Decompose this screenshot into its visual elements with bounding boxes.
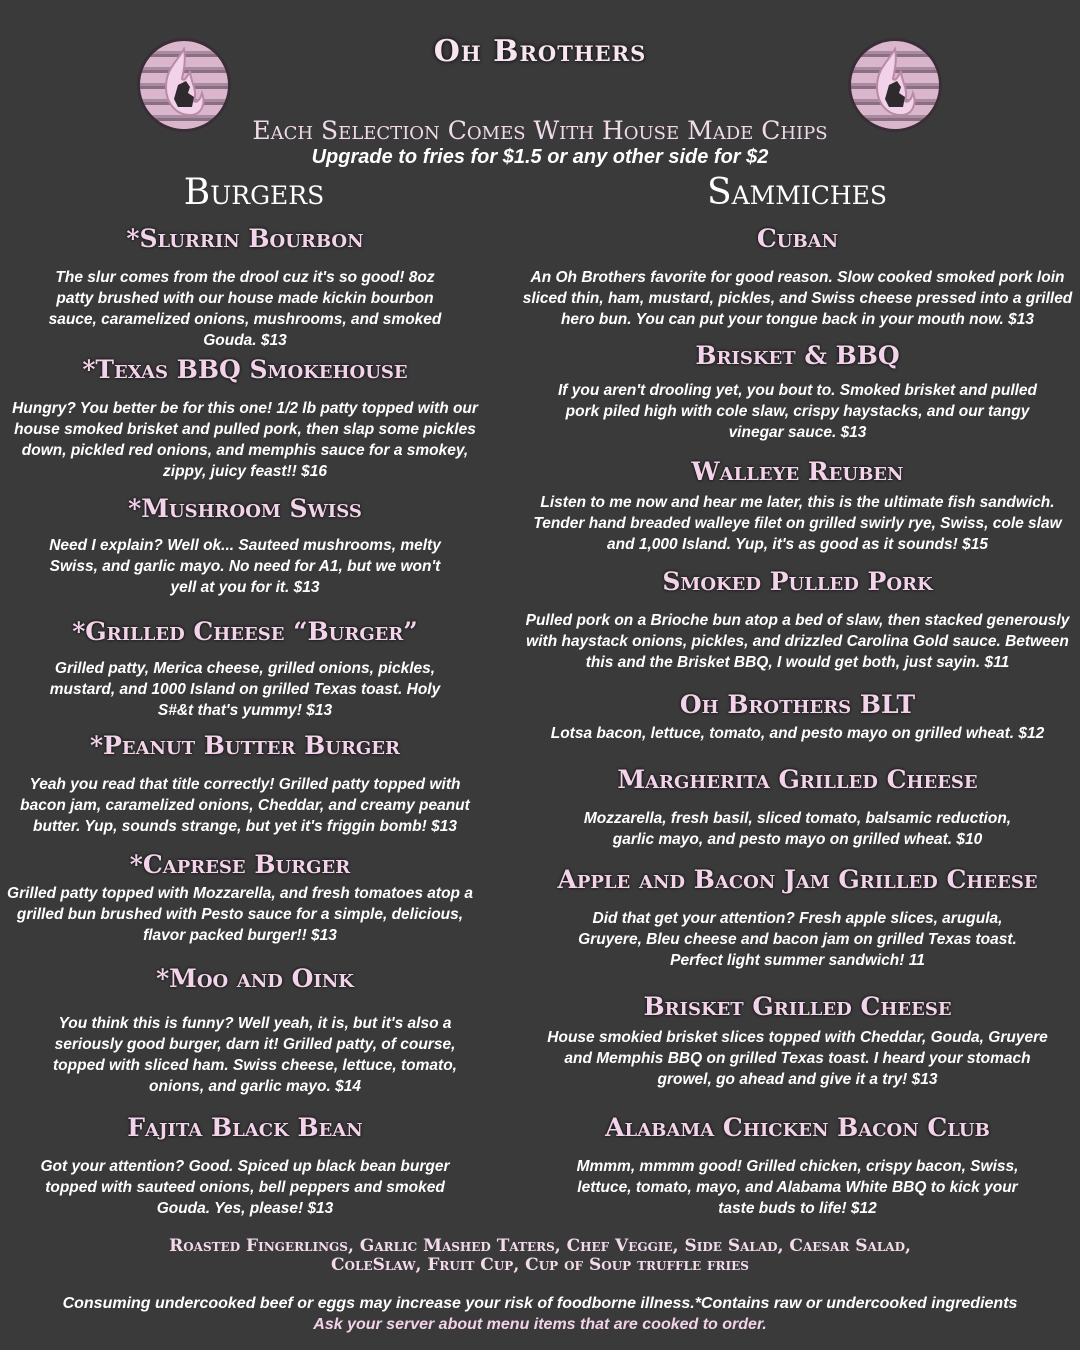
- sammiches-heading: Sammiches: [706, 172, 888, 213]
- restaurant-title: Oh Brothers: [433, 34, 647, 69]
- item-name: *Caprese Burger: [129, 850, 351, 879]
- item-description: Hungry? You better be for this one! 1/2 lb patty topped with our house smoked brisket and pulled pork, then slap some pickles down, pickled red onions, and memphis sauce for a smokey, zippy, juicy feast!! $16: [12, 400, 478, 480]
- menu-item-margherita-grilled-cheese: [540, 765, 1055, 850]
- menu-item-brisket-grilled-cheese: [520, 992, 1075, 1090]
- item-name: Alabama Chicken Bacon Club: [605, 1113, 990, 1142]
- item-description: Did that get your attention? Fresh apple slices, arugula, Gruyere, Bleu cheese and bacon jam on grilled Texas toast. Perfect light summer sandwich! 11: [578, 910, 1017, 969]
- item-description: Listen to me now and hear me later, this is the ultimate fish sandwich. Tender hand breaded walleye filet on grilled swirly rye, Swiss, cole slaw and 1,000 Island. Yup, it's as good as it sounds! $15: [533, 494, 1062, 553]
- menu-item-moo-and-oink: [20, 964, 490, 1097]
- menu-item-mushroom-swiss: [10, 494, 480, 598]
- item-name: *Grilled Cheese “Burger”: [72, 617, 418, 646]
- item-description: Yeah you read that title correctly! Grilled patty topped with bacon jam, caramelized onions, Cheddar, and creamy peanut butter. Yup, sounds strange, but yet it's friggin bomb! $13: [20, 776, 470, 835]
- item-description: House smokied brisket slices topped with Cheddar, Gouda, Gruyere and Memphis BBQ on grilled Texas toast. I heard your stomach growel, go ahead and give it a try! $13: [547, 1029, 1048, 1088]
- item-description: You think this is funny? Well yeah, it is, but it's also a seriously good burger, darn it! Grilled patty, of course, topped with sliced ham. Swiss cheese, lettuce, tomato, onions, and garlic mayo. $14: [53, 1015, 457, 1095]
- disclaimer-line-1: Consuming undercooked beef or eggs may increase your risk of foodborne illness.*Contains raw or undercooked ingredients: [62, 1295, 1018, 1312]
- item-name: *Peanut Butter Burger: [89, 731, 400, 760]
- menu-item-oh-brothers-blt: [520, 690, 1075, 744]
- item-name: Cuban: [756, 224, 839, 253]
- chips-subtitle: Each Selection Comes With House Made Chips: [252, 116, 828, 145]
- sides-list: Roasted Fingerlings, Garlic Mashed Taters, Chef Veggie, Side Salad, Caesar Salad, ColeSlaw, Fruit Cup, Cup of Soup truffle fries: [169, 1236, 911, 1275]
- item-name: *Slurrin Bourbon: [126, 224, 364, 253]
- menu-item-brisket-bbq: [540, 341, 1055, 443]
- menu-item-slurrin-bourbon: [10, 224, 480, 351]
- menu-item-apple-bacon-jam-grilled-cheese: [520, 865, 1075, 971]
- item-description: The slur comes from the drool cuz it's so good! 8oz patty brushed with our house made kickin bourbon sauce, caramelized onions, mushrooms, and smoked Gouda. $13: [48, 269, 442, 349]
- menu-item-texas-bbq-smokehouse: [10, 355, 480, 482]
- upgrade-note: Upgrade to fries for $1.5 or any other side for $2: [311, 146, 769, 168]
- item-description: If you aren't drooling yet, you bout to. Smoked brisket and pulled pork piled high with cole slaw, crispy haystacks, and our tangy vinegar sauce. $13: [557, 382, 1038, 441]
- menu-item-caprese-burger: [0, 850, 480, 946]
- item-name: *Mushroom Swiss: [128, 494, 362, 523]
- disclaimer-line-2: Ask your server about menu items that are cooked to order.: [313, 1316, 767, 1333]
- menu-item-cuban: [520, 224, 1075, 330]
- item-name: *Texas BBQ Smokehouse: [82, 355, 408, 384]
- item-description: Mozzarella, fresh basil, sliced tomato, balsamic reduction, garlic mayo, and pesto mayo on grilled wheat. $10: [583, 810, 1012, 848]
- item-name: Brisket Grilled Cheese: [643, 992, 952, 1021]
- item-name: Apple and Bacon Jam Grilled Cheese: [557, 865, 1038, 894]
- menu-item-walleye-reuben: [530, 457, 1065, 555]
- item-description: Grilled patty, Merica cheese, grilled onions, pickles, mustard, and 1000 Island on grilled Texas toast. Holy S#&t that's yummy! $13: [49, 660, 441, 719]
- item-name: Brisket & BBQ: [695, 341, 900, 370]
- item-name: Oh Brothers BLT: [679, 690, 916, 719]
- menu-item-grilled-cheese-burger: [10, 617, 480, 721]
- item-name: Walleye Reuben: [691, 457, 904, 486]
- item-description: Pulled pork on a Brioche bun atop a bed of slaw, then stacked generously with haystack onions, pickles, and drizzled Carolina Gold sauce. Between this and the Brisket BBQ, I would get both, just sayin. $11: [525, 612, 1070, 671]
- item-name: Smoked Pulled Pork: [662, 567, 933, 596]
- item-description: Got your attention? Good. Spiced up black bean burger topped with sauteed onions, bell peppers and smoked Gouda. Yes, please! $13: [40, 1158, 450, 1217]
- item-description: Need I explain? Well ok... Sauteed mushrooms, melty Swiss, and garlic mayo. No need for A1, but we won't yell at you for it. $13: [49, 537, 441, 596]
- menu-item-smoked-pulled-pork: [515, 567, 1080, 673]
- burgers-heading: Burgers: [183, 172, 325, 213]
- item-name: Margherita Grilled Cheese: [617, 765, 978, 794]
- item-name: *Moo and Oink: [156, 964, 354, 993]
- menu-item-alabama-chicken-bacon-club: [520, 1113, 1075, 1219]
- item-description: An Oh Brothers favorite for good reason. Slow cooked smoked pork loin sliced thin, ham, mustard, pickles, and Swiss cheese pressed into a grilled hero bun. You can put your tongue back in your mouth now. $13: [522, 269, 1073, 328]
- item-description: Lotsa bacon, lettuce, tomato, and pesto mayo on grilled wheat. $12: [550, 725, 1045, 742]
- menu-item-fajita-black-bean: [10, 1113, 480, 1219]
- item-description: Grilled patty topped with Mozzarella, and fresh tomatoes atop a grilled bun brushed with Pesto sauce for a simple, delicious, flavor packed burger!! $13: [7, 885, 473, 944]
- item-name: Fajita Black Bean: [127, 1113, 363, 1142]
- item-description: Mmmm, mmmm good! Grilled chicken, crispy bacon, Swiss, lettuce, tomato, mayo, and Alabama White BBQ to kick your taste buds to life! $12: [576, 1158, 1019, 1217]
- menu-item-peanut-butter-burger: [10, 731, 480, 837]
- food-safety-disclaimer: [0, 1293, 1080, 1335]
